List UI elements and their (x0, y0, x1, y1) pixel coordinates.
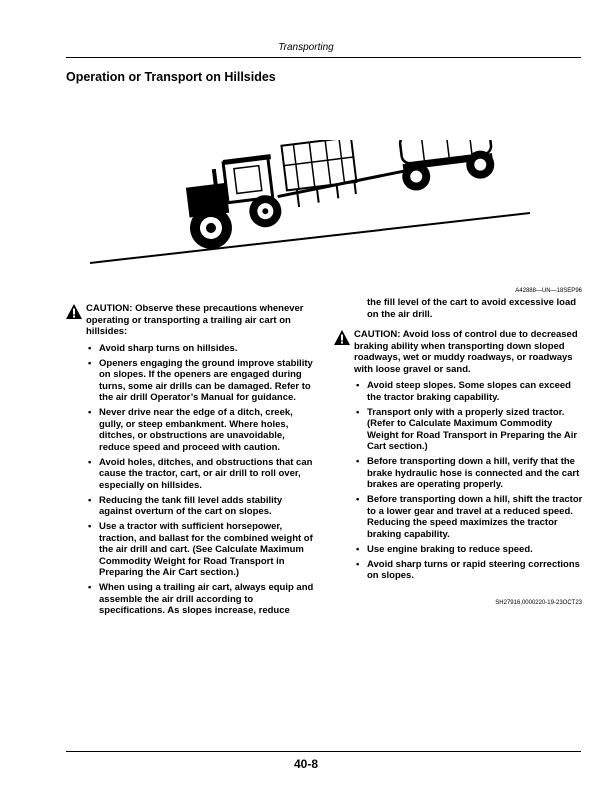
list-item: • Reducing the tank fill level adds stability against overturn of the cart on slopes. (88, 494, 283, 517)
header-divider (66, 57, 581, 58)
continued-text: the fill level of the cart to avoid excessive load on the air drill. (367, 297, 577, 320)
list-item: • Avoid sharp turns on hillsides. (88, 342, 238, 354)
document-reference: SH27916,0000220-19-23OCT23 (495, 600, 582, 606)
caution-block (334, 329, 584, 375)
warning-triangle-icon (334, 330, 350, 345)
right-column (334, 297, 584, 585)
list-item: • Avoid steep slopes. Some slopes can exceed the tractor braking capability. (356, 380, 571, 403)
list-item: • Before transporting down a hill, verify that the brake hydraulic hose is connected and the cart brakes are operating properly. (356, 456, 580, 490)
page-number: 40-8 (293, 757, 319, 771)
running-header: Transporting (278, 42, 334, 53)
footer-divider (66, 751, 581, 752)
list-item: • Openers engaging the ground improve stability on slopes. If the openers are engaged during turns, some air drills can be damaged. Refer to the air drill Operator’s Manual for guidance. (88, 357, 313, 403)
list-item: • Avoid sharp turns or rapid steering corrections on slopes. (356, 558, 580, 581)
warning-triangle-icon (66, 304, 82, 319)
list-item: • Avoid holes, ditches, and obstructions that can cause the tractor, cart, or air drill to roll over, especially on hillsides. (88, 456, 313, 491)
precaution-list (334, 380, 584, 582)
list-item: • When using a trailing air cart, always equip and assemble the air drill according to specifications. As slopes increase, reduce (88, 582, 314, 616)
list-item: • Transport only with a properly sized tractor. (Refer to Calculate Maximum Commodity Weight for Road Transport in Preparing the Air Cart section.) (356, 406, 578, 452)
list-item: • Never drive near the edge of a ditch, creek, gully, or steep embankment. Where holes, ditches, or obstructions are unavoidable, reduce speed and proceed with caution. (88, 407, 293, 453)
caution-block (66, 303, 316, 338)
caution-text: CAUTION: Observe these precautions whenever operating or transporting a trailing air cart on hillsides: (86, 303, 304, 337)
list-item: • Before transporting down a hill, shift the tractor to a lower gear and travel at a reduced speed. Reducing the speed maximizes the tractor braking capability. (356, 494, 583, 540)
section-title: Operation or Transport on Hillsides (66, 70, 276, 84)
left-column (66, 303, 316, 620)
figure-id: A42888—UN—18SEP96 (515, 288, 582, 294)
tractor-on-hillside-illustration (90, 140, 530, 265)
list-item: • Use engine braking to reduce speed. (356, 543, 533, 555)
list-item: • Use a tractor with sufficient horsepower, traction, and ballast for the combined weight of the air drill and cart. (See Calculate Maximum Commodity Weight for Road Transport in Preparing the Air Cart section.) (88, 521, 313, 578)
precaution-list (66, 343, 316, 617)
caution-text: CAUTION: Avoid loss of control due to decreased braking ability when transporting down sloped roadways, wet or muddy roadways, or roadways with loose gravel or sand. (354, 329, 578, 375)
